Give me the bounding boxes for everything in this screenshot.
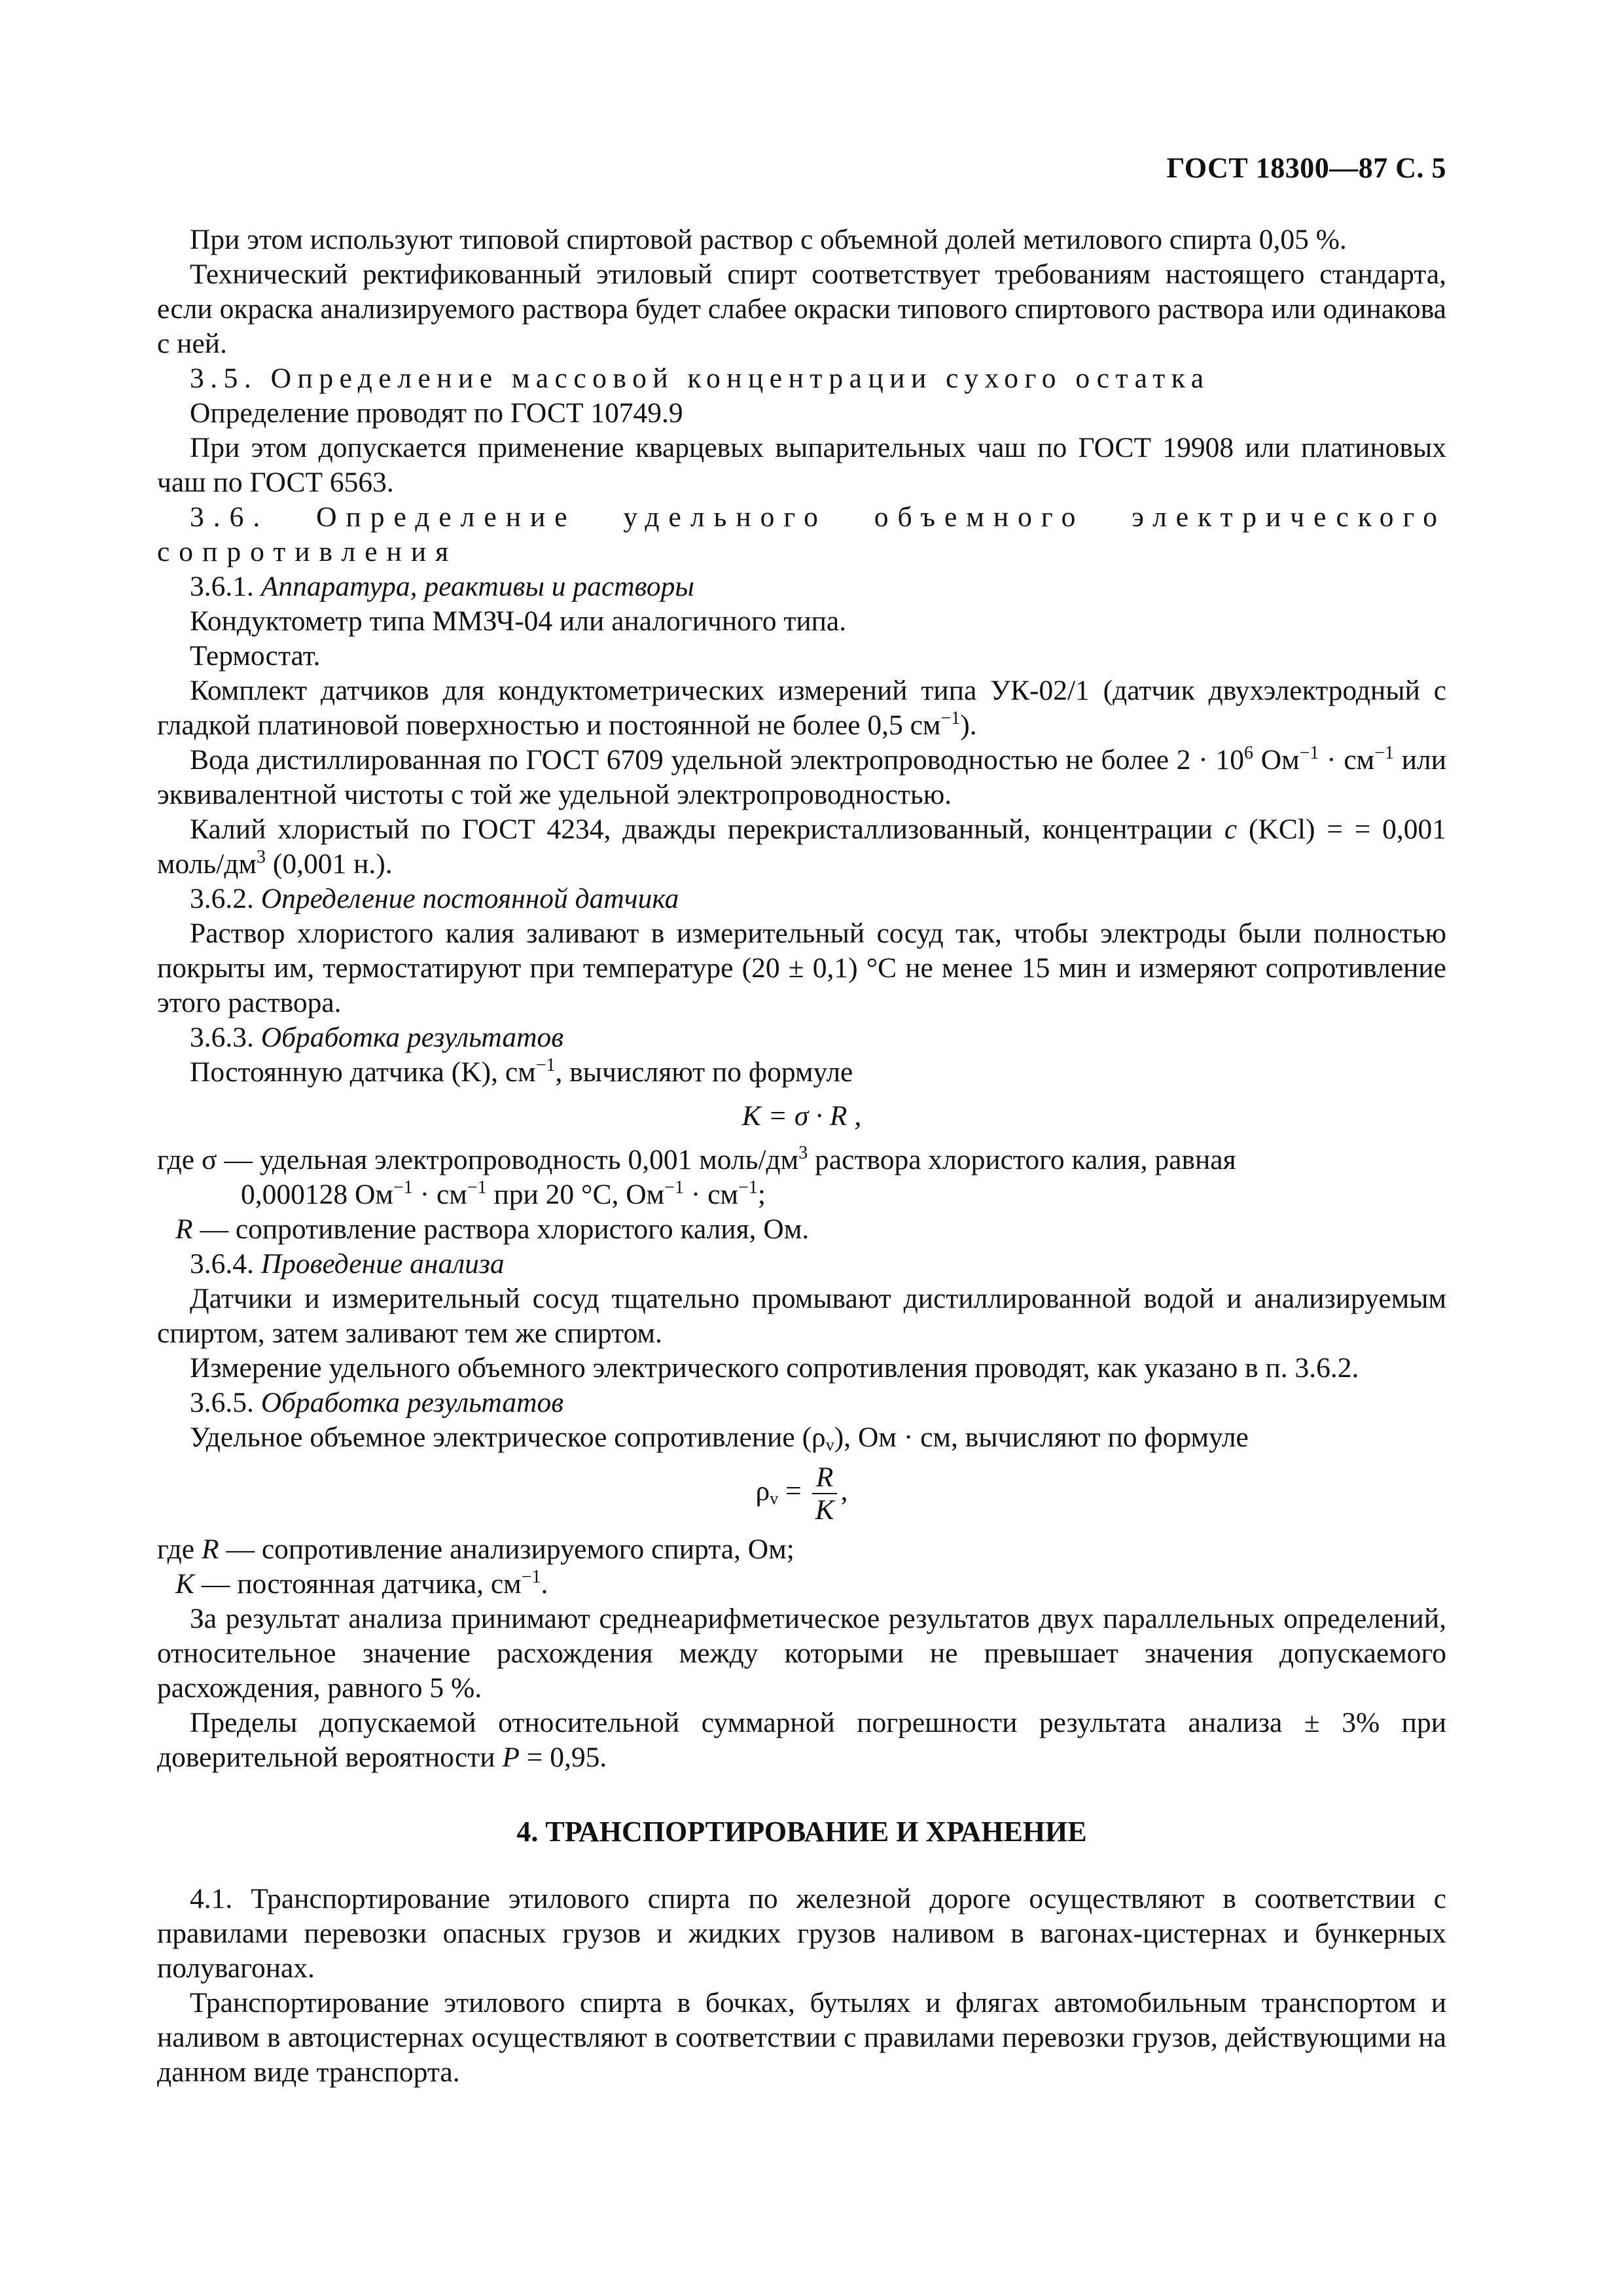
subsection-heading-3-6-4 <box>157 1247 1446 1282</box>
formula-symbol: , <box>840 1475 848 1507</box>
variable: K <box>175 1568 195 1600</box>
list-item-text: Калий хлористый по ГОСТ 4234, дважды перекристаллизованный, концентрации <box>190 814 1224 845</box>
subsection-heading-3-6-2 <box>157 882 1446 916</box>
list-item <box>157 743 1446 812</box>
list-item <box>157 673 1446 743</box>
paragraph: Раствор хлористого калия заливают в измерительный сосуд так, чтобы электроды были полностью покрыты им, термостатируют при температуре (20 ± 0,1) °С не менее 15 мин и измеряют сопротивление этого раствора. <box>157 918 1446 1018</box>
paragraph: За результат анализа принимают среднеарифметическое результатов двух параллельных определений, относительное значение расхождения между которыми не превышает значения допускаемого расхождения, равного 5 %. <box>157 1603 1446 1704</box>
subsection-heading-3-6-3 <box>157 1020 1446 1055</box>
legend-text: · см <box>683 1179 739 1210</box>
fraction-numerator: R <box>812 1462 838 1494</box>
subsection-title: Проведение анализа <box>260 1248 505 1280</box>
paragraph <box>157 1055 1446 1090</box>
legend-text: раствора хлористого калия, равная <box>808 1144 1236 1175</box>
subscript: v <box>770 1488 779 1508</box>
superscript: −1 <box>1374 743 1395 763</box>
formula-legend-sigma-cont <box>157 1177 1446 1212</box>
superscript: −1 <box>521 1567 541 1587</box>
paragraph: Транспортирование этилового спирта в бочках, бутылях и флягах автомобильным транспортом и наливом в автоцистернах осуществляют в соответствии с правилами перевозки грузов, действующими на данном виде транспорта. <box>157 1987 1446 2088</box>
list-item-text: Комплект датчиков для кондуктометрических измерений типа УК-02/1 (датчик двухэлектродный с гладкой платиновой поверхностью и постоянной не более 0,5 см <box>157 675 1446 741</box>
paragraph: При этом допускается применение кварцевых выпарительных чаш по ГОСТ 19908 или платиновых чаш по ГОСТ 6563. <box>157 432 1446 498</box>
subsection-title: Обработка результатов <box>260 1387 564 1418</box>
paragraph: Измерение удельного объемного электрического сопротивления проводят, как указано в п. 3.6.2. <box>190 1352 1359 1384</box>
superscript: −1 <box>738 1177 758 1198</box>
formula-legend-k <box>157 1567 1446 1602</box>
list-item <box>157 812 1446 882</box>
legend-text: ; <box>757 1179 766 1210</box>
formula-rho <box>157 1462 1446 1526</box>
superscript: −1 <box>1299 743 1319 763</box>
document-body <box>157 223 1446 2090</box>
list-item-text: (0,001 н.). <box>266 848 393 880</box>
superscript: −1 <box>467 1177 487 1198</box>
page-header: ГОСТ 18300—87 С. 5 <box>1166 152 1446 184</box>
list-item: Кондуктометр типа ММЗЧ-04 или аналогичного типа. <box>190 605 847 637</box>
legend-text: — сопротивление анализируемого спирта, Ом; <box>219 1534 794 1565</box>
superscript: −1 <box>940 708 961 728</box>
paragraph-text: ), Ом · см, вычисляют по формуле <box>834 1422 1249 1453</box>
formula-legend-sigma <box>157 1143 1446 1177</box>
list-item-text: (KCl) = = 0,001 моль/дм <box>157 814 1446 880</box>
subsection-title: Обработка результатов <box>260 1022 564 1053</box>
list-item: Термостат. <box>190 640 321 672</box>
subsection-number: 3.6.4. <box>190 1248 254 1280</box>
variable: P <box>502 1742 520 1773</box>
superscript: 6 <box>1243 743 1253 763</box>
legend-text: . <box>541 1568 548 1600</box>
paragraph: При этом используют типовой спиртовой раствор с объемной долей метилового спирта 0,05 %. <box>190 224 1347 255</box>
paragraph-text: = 0,95. <box>520 1742 607 1773</box>
legend-text: где <box>157 1534 202 1565</box>
formula-symbol: ρ <box>755 1475 770 1507</box>
paragraph-text: Пределы допускаемой относительной суммарной погрешности результата анализа ± 3% при доверительной вероятности <box>157 1707 1446 1773</box>
paragraph <box>157 1706 1446 1775</box>
legend-text: — постоянная датчика, см <box>194 1568 522 1600</box>
section-heading-3-5: 3.5. Определение массовой концентрации сухого остатка <box>190 363 1210 394</box>
subsection-number: 3.6.5. <box>190 1387 254 1418</box>
formula-k: K = σ · R , <box>741 1100 862 1132</box>
list-item-text: · см <box>1319 744 1375 776</box>
paragraph: Технический ректификованный этиловый спирт соответствует требованиям настоящего стандарта, если окраска анализируемого раствора будет слабее окраски типового спиртового раствора или одинакова с ней. <box>157 259 1446 359</box>
paragraph: 4.1. Транспортирование этилового спирта по железной дороге осуществляют в соответствии с правилами перевозки опасных грузов и жидких грузов наливом в вагонах-цистернах и бункерных полувагонах. <box>157 1883 1446 1984</box>
subsection-number: 3.6.3. <box>190 1022 254 1053</box>
subsection-number: 3.6.1. <box>190 571 254 602</box>
formula-legend-r <box>157 1212 1446 1247</box>
legend-text: · см <box>412 1179 467 1210</box>
paragraph-text: Постоянную датчика (K), см <box>190 1056 536 1088</box>
list-item-text: Ом <box>1253 744 1300 776</box>
fraction <box>812 1462 838 1526</box>
list-item-text: ). <box>960 709 977 741</box>
paragraph-text: , вычисляют по формуле <box>555 1056 853 1088</box>
list-item-text: или эквивалентной чистоты с той же удельной электропроводностью. <box>157 744 1446 810</box>
subsection-heading-3-6-5 <box>157 1386 1446 1420</box>
paragraph <box>157 1420 1446 1455</box>
superscript: 3 <box>257 847 266 867</box>
superscript: −1 <box>664 1177 684 1198</box>
section-heading-3-6: 3.6. Определение удельного объемного электрического сопротивления <box>157 501 1446 567</box>
subsection-title: Аппаратура, реактивы и растворы <box>260 571 694 602</box>
section-title-4: 4. ТРАНСПОРТИРОВАНИЕ И ХРАНЕНИЕ <box>516 1816 1087 1848</box>
superscript: −1 <box>393 1177 413 1198</box>
subscript: v <box>825 1435 834 1454</box>
paragraph: Датчики и измерительный сосуд тщательно промывают дистиллированной водой и анализируемым спиртом, затем заливают тем же спиртом. <box>157 1283 1446 1349</box>
variable: R <box>202 1534 219 1565</box>
superscript: −1 <box>535 1055 556 1075</box>
paragraph-text: Удельное объемное электрическое сопротивление (ρ <box>190 1422 826 1453</box>
legend-text: — сопротивление раствора хлористого калия, Ом. <box>192 1213 810 1245</box>
legend-text: при 20 °С, Ом <box>486 1179 665 1210</box>
fraction-denominator: K <box>815 1494 834 1526</box>
subsection-title: Определение постоянной датчика <box>260 883 679 914</box>
variable: R <box>175 1213 193 1245</box>
list-item-text: Вода дистиллированная по ГОСТ 6709 удельной электропроводностью не более 2 · 10 <box>190 744 1244 776</box>
paragraph: Определение проводят по ГОСТ 10749.9 <box>190 397 683 429</box>
superscript: 3 <box>798 1143 808 1163</box>
document-page <box>157 0 1446 2296</box>
variable: c <box>1224 814 1238 845</box>
legend-text: 0,000128 Ом <box>241 1179 393 1210</box>
formula-legend-r2 <box>157 1532 1446 1567</box>
subsection-number: 3.6.2. <box>190 883 254 914</box>
subsection-heading-3-6-1 <box>157 569 1446 604</box>
formula-symbol: = <box>778 1475 802 1507</box>
legend-text: где σ — удельная электропроводность 0,001 моль/дм <box>157 1144 799 1175</box>
